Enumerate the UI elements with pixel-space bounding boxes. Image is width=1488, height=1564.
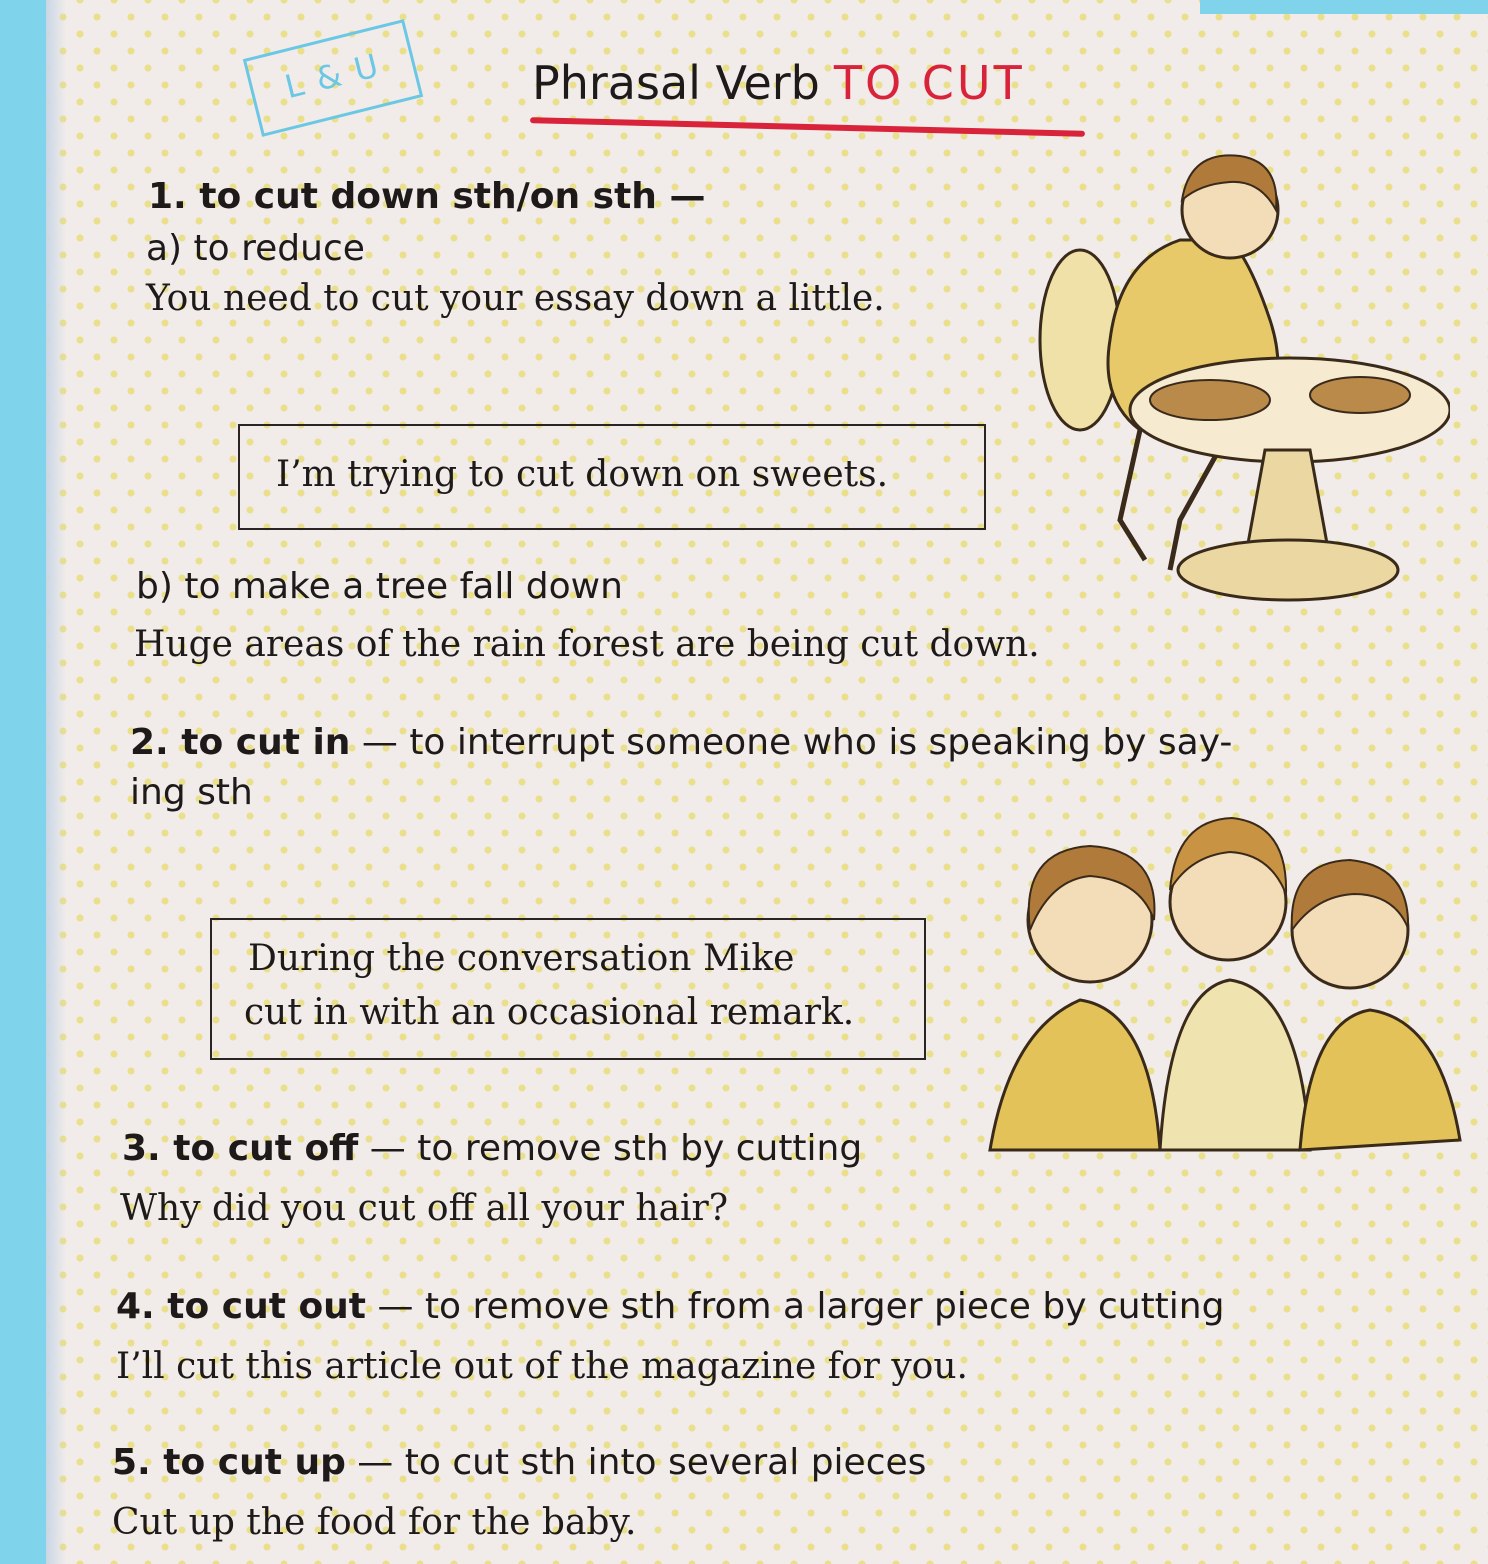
entry-3-term: 3. to cut off [122, 1128, 359, 1169]
entry-4-line [116, 1286, 1224, 1327]
entry-5-term: 5. to cut up [112, 1442, 346, 1483]
entry-3-line [122, 1128, 862, 1169]
page-top-edge [1200, 0, 1488, 14]
entry-1-boxed-example [238, 424, 986, 530]
entry-5-example: Cut up the food for the baby. [112, 1502, 637, 1543]
entry-2-boxed-example [210, 918, 926, 1060]
entry-4-definition: — to remove sth from a larger piece by cutting [377, 1286, 1225, 1327]
entry-1-example-b: Huge areas of the rain forest are being cut down. [134, 624, 1040, 665]
entry-2-boxed-line1: During the conversation Mike [248, 938, 795, 979]
entry-1-term: 1. to cut down sth/on sth — [148, 176, 706, 217]
entry-1-boxed-text: I’m trying to cut down on sweets. [276, 454, 889, 495]
entry-1-sense-b: b) to make a tree fall down [136, 566, 623, 607]
entry-2-definition: — to interrupt someone who is speaking by say- [361, 722, 1233, 763]
entry-5-definition: — to cut sth into several pieces [357, 1442, 927, 1483]
entry-1-sense-a: a) to reduce [146, 228, 365, 269]
entry-2-boxed-line2: cut in with an occasional remark. [244, 992, 855, 1033]
page-title [532, 56, 1025, 110]
entry-2-definition-cont: ing sth [130, 772, 253, 813]
title-main: Phrasal Verb [532, 56, 820, 110]
entry-1-example-a: You need to cut your essay down a little. [146, 278, 885, 319]
entry-4-example: I’ll cut this article out of the magazine for you. [116, 1346, 968, 1387]
entry-2-term: 2. to cut in [130, 722, 351, 763]
entry-2-line1 [130, 722, 1232, 763]
page-spine-shadow [46, 0, 66, 1564]
woman-at-table-illustration [1030, 140, 1450, 610]
entry-3-definition: — to remove sth by cutting [369, 1128, 863, 1169]
lu-stamp: L & U [243, 19, 423, 137]
entry-3-example: Why did you cut off all your hair? [120, 1188, 729, 1229]
kids-conversation-illustration [970, 810, 1478, 1170]
title-highlight: TO CUT [833, 56, 1025, 110]
entry-4-term: 4. to cut out [116, 1286, 367, 1327]
entry-5-line [112, 1442, 926, 1483]
